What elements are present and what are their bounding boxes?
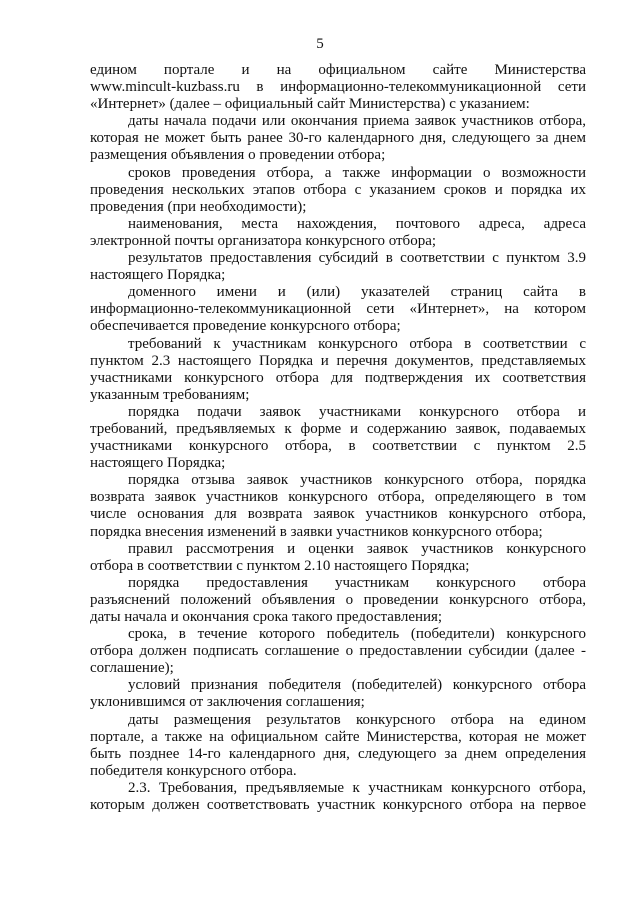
text-line: участниками конкурсного отбора для подтверждения их соответствия bbox=[90, 369, 586, 386]
text-line: порядка предоставления участникам конкурсного отбора bbox=[128, 574, 586, 591]
text-line: требований к участникам конкурсного отбора в соответствии с bbox=[128, 335, 586, 352]
text-line: настоящего Порядка; bbox=[90, 267, 226, 284]
text-line: электронной почты организатора конкурсного отбора; bbox=[90, 232, 437, 249]
text-line: уклонившимся от заключения соглашения; bbox=[90, 694, 365, 711]
text-line: даты начала и окончания срока такого предоставления; bbox=[90, 609, 443, 625]
text-line: возврата заявок участников конкурсного отбора, определяющего в том bbox=[90, 489, 586, 506]
text-line: сроков проведения отбора, а также информации о возможности bbox=[128, 164, 586, 181]
text-line: проведения нескольких этапов отбора с указанием сроков и порядка их bbox=[90, 181, 586, 198]
text-line: информационно-телекоммуникационной сети «Интернет», на котором bbox=[90, 301, 586, 318]
text-line: разъяснений положений объявления о проведении конкурсного отбора, bbox=[90, 591, 586, 608]
text-line: которая не может быть ранее 30-го календарного дня, следующего за днем bbox=[90, 130, 586, 147]
text-line: 2.3. Требования, предъявляемые к участникам конкурсного отбора, bbox=[128, 779, 586, 796]
text-line: портале, а также на официальном сайте Министерства, которая не может bbox=[90, 728, 586, 745]
document-body bbox=[90, 62, 586, 814]
text-line: требований, предъявляемых к форме и содержанию заявок, подаваемых bbox=[90, 420, 586, 437]
text-line: размещения объявления о проведении отбора; bbox=[90, 147, 386, 164]
text-line: порядка отзыва заявок участников конкурсного отбора, порядка bbox=[128, 472, 586, 489]
text-line: проведения (при необходимости); bbox=[90, 198, 307, 215]
text-line: указанным требованиям; bbox=[90, 386, 250, 403]
text-line: «Интернет» (далее – официальный сайт Министерства) с указанием: bbox=[90, 96, 530, 113]
text-line: условий признания победителя (победителей) конкурсного отбора bbox=[128, 677, 586, 694]
text-line: соглашение); bbox=[90, 660, 174, 677]
text-line: даты начала подачи или окончания приема заявок участников отбора, bbox=[128, 113, 586, 130]
text-line: участниками конкурсного отбора, в соответствии с пунктом 2.5 bbox=[90, 438, 586, 455]
text-line: победителя конкурсного отбора. bbox=[90, 762, 297, 779]
text-line: доменного имени и (или) указателей страниц сайта в bbox=[128, 284, 586, 301]
text-line: обеспечивается проведение конкурсного отбора; bbox=[90, 318, 401, 335]
text-line: www.mincult-kuzbass.ru в информационно-телекоммуникационной сети bbox=[90, 79, 586, 96]
text-line: наименования, места нахождения, почтового адреса, адреса bbox=[128, 215, 586, 232]
text-line: порядка подачи заявок участниками конкурсного отбора и bbox=[128, 403, 586, 420]
text-line: даты размещения результатов конкурсного отбора на едином bbox=[128, 711, 586, 728]
text-line: едином портале и на официальном сайте Министерства bbox=[90, 62, 586, 78]
text-line: отбора в соответствии с пунктом 2.10 настоящего Порядка; bbox=[90, 557, 470, 574]
text-line: срока, в течение которого победитель (победители) конкурсного bbox=[128, 626, 586, 643]
text-line: правил рассмотрения и оценки заявок участников конкурсного bbox=[128, 540, 586, 557]
text-line: пунктом 2.3 настоящего Порядка и перечня документов, представляемых bbox=[90, 352, 586, 369]
text-line: отбора должен подписать соглашение о предоставлении субсидии (далее - bbox=[90, 643, 586, 660]
text-line: быть позднее 14-го календарного дня, следующего за днем определения bbox=[90, 745, 586, 762]
text-line: результатов предоставления субсидий в соответствии с пунктом 3.9 bbox=[128, 250, 586, 267]
page-number: 5 bbox=[316, 36, 324, 52]
text-line: числе основания для возврата заявок участников конкурсного отбора, bbox=[90, 506, 586, 523]
text-line: порядка внесения изменений в заявки участников конкурсного отбора; bbox=[90, 523, 543, 540]
text-line: которым должен соответствовать участник конкурсного отбора на первое bbox=[90, 797, 586, 814]
text-line: настоящего Порядка; bbox=[90, 455, 226, 472]
